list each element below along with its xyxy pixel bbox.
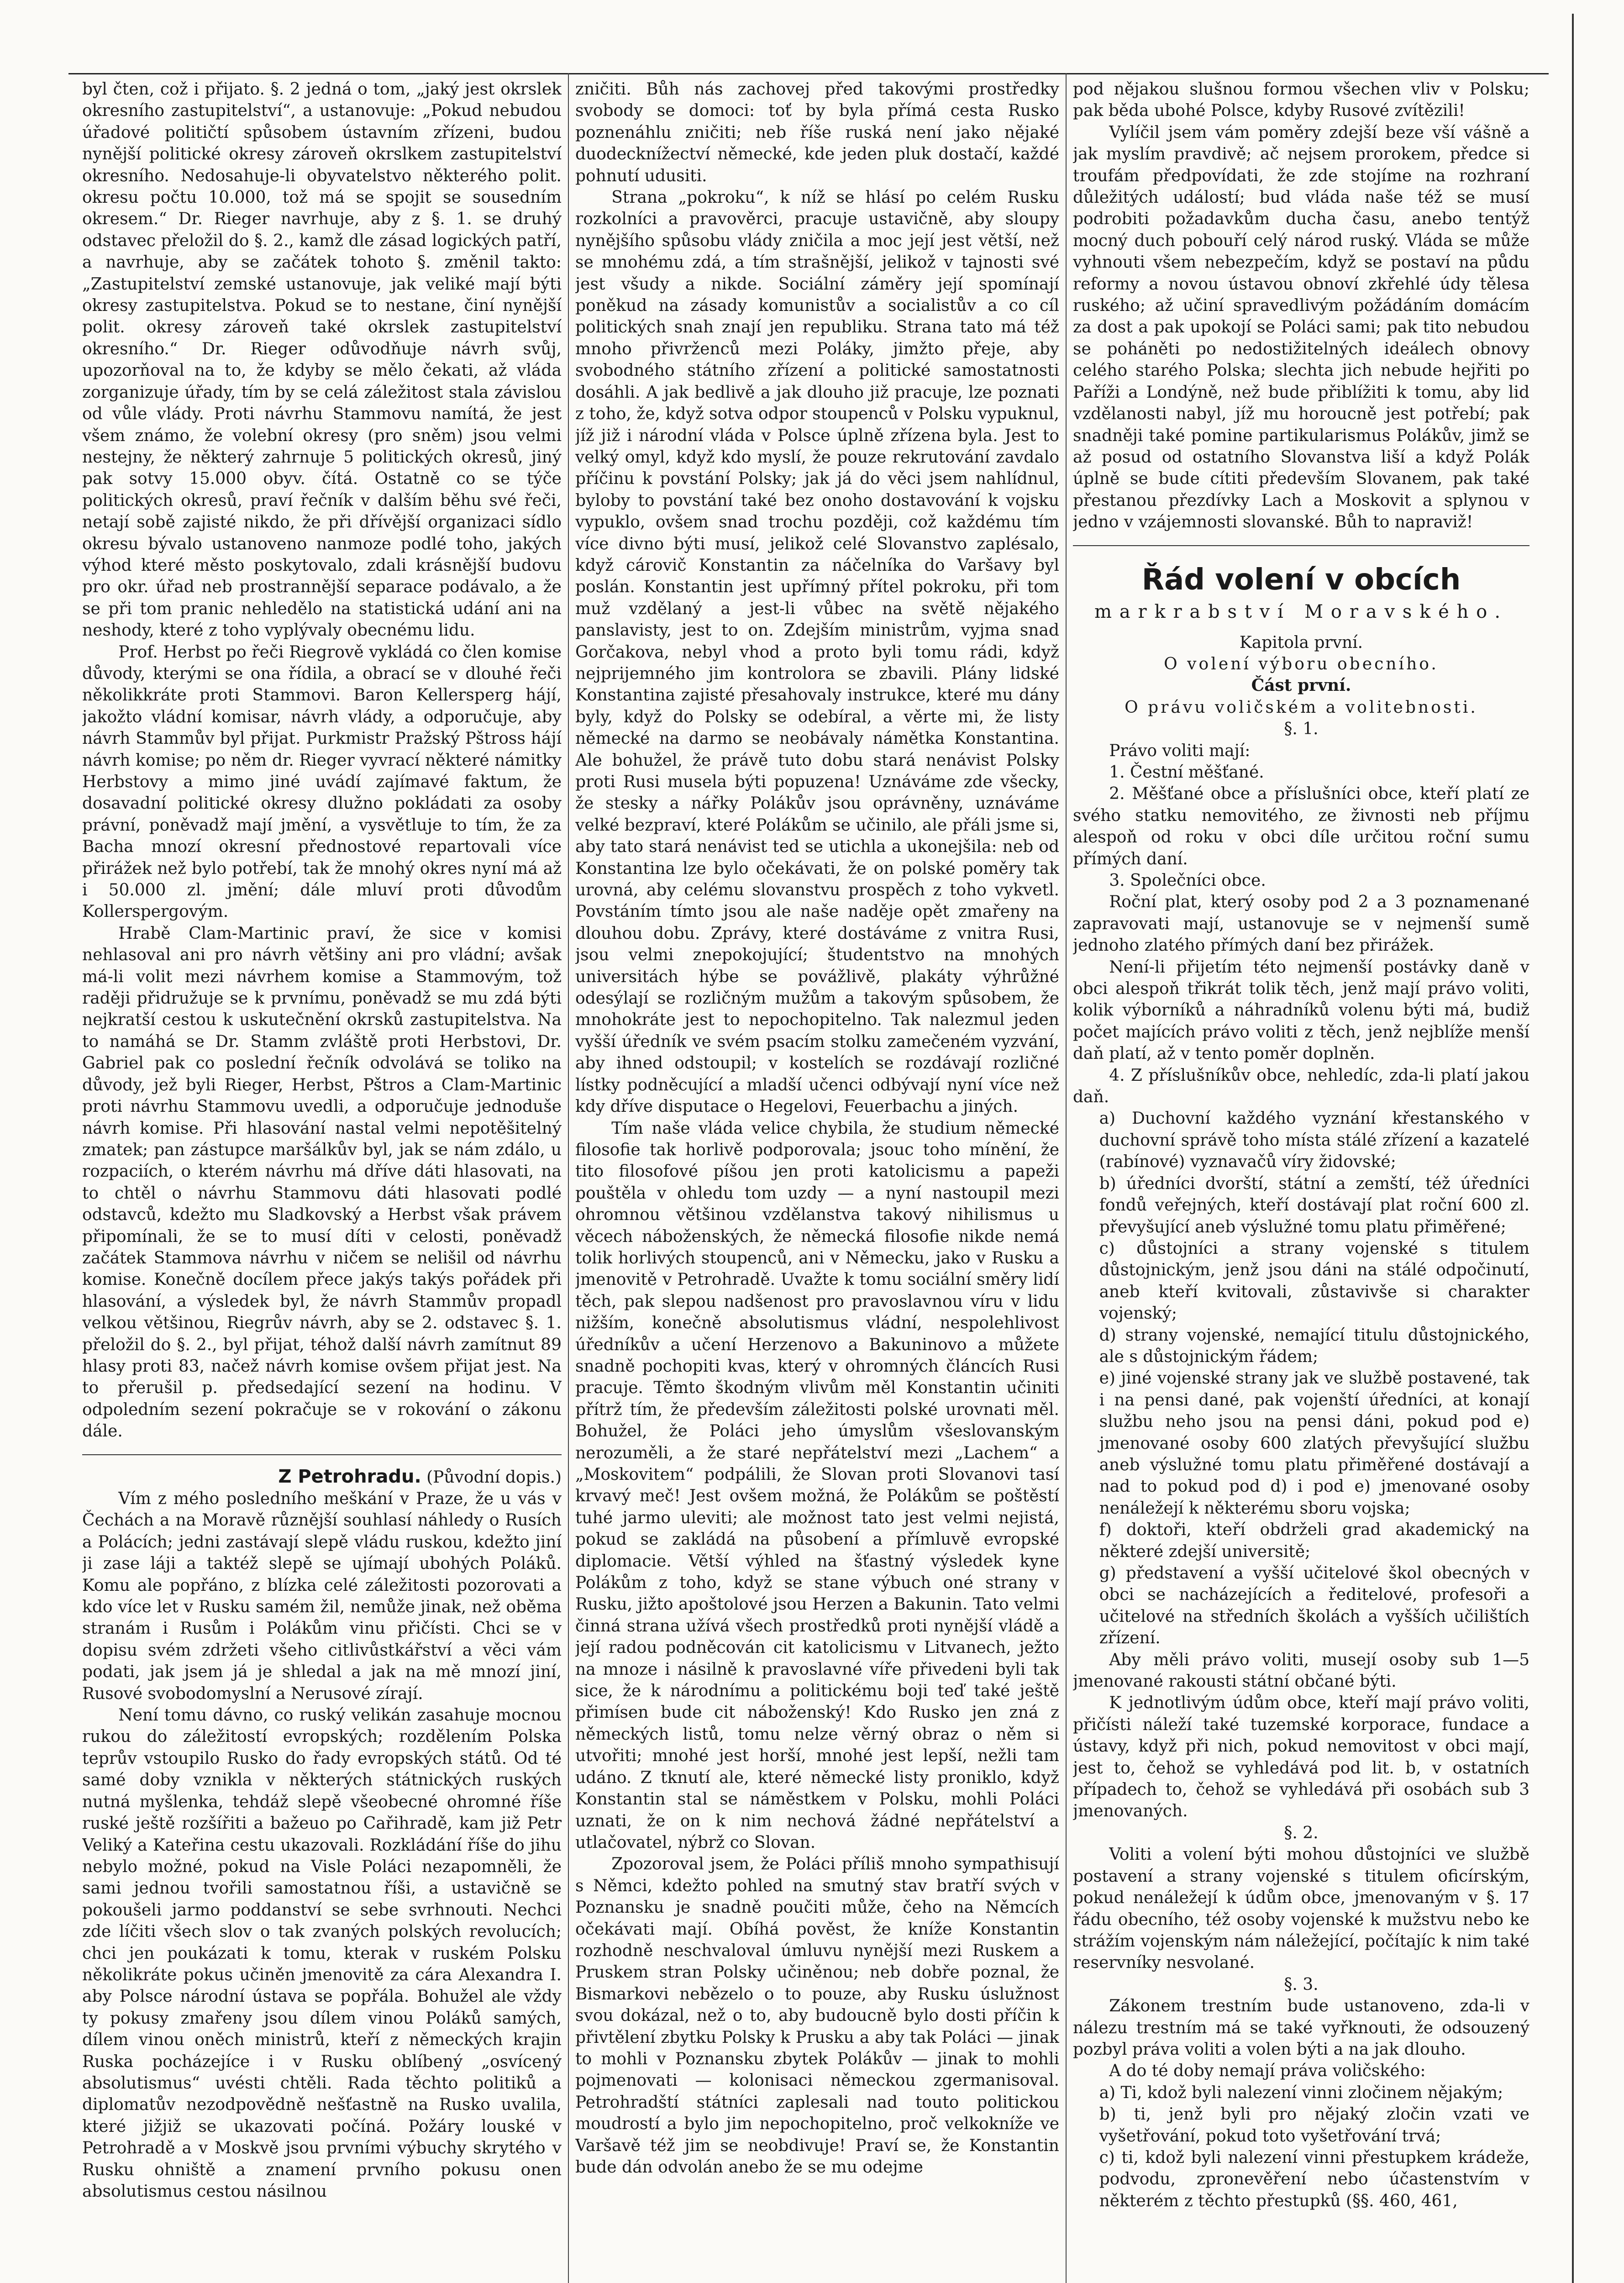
law-subtitle: markrabství Moravského. bbox=[1094, 601, 1508, 622]
section-divider bbox=[1073, 545, 1529, 546]
column-2 bbox=[575, 79, 1059, 2283]
list-item: a) Duchovní každého vyznání křestanského v duchovní správě toho místa stálé zřízení a kazatelé (rabínové) vyznavačů víry židovské; bbox=[1099, 1109, 1529, 1172]
section-origin: (Původní dopis.) bbox=[426, 1468, 562, 1487]
section-title: Z Petrohradu. bbox=[278, 1466, 421, 1487]
law-line: 3. Společníci obce. bbox=[1109, 871, 1266, 890]
part-heading: Část první. bbox=[1251, 676, 1351, 695]
law-line: Voliti a volení býti mohou důstojníci ve službě postavení a strany vojenské s titulem oficírským, pokud nenáležejí k údům obce, jmenovaným v §. 17 řádu obecního, též osoby vojenské k mužstvu nebo ke strážím vojenským nám náležející, počítajíc k nim také reservníky nesvolané. bbox=[1073, 1845, 1529, 1973]
law-line: Právo voliti mají: bbox=[1109, 741, 1251, 760]
law-line: Roční plat, který osoby pod 2 a 3 poznamenané zapravovati mají, ustanovuje se v nejmenší sumě jednoho zlatého přímých daní bez přirážek. bbox=[1073, 893, 1529, 955]
column-separator bbox=[568, 73, 569, 2283]
part-title: O právu voličském a volitebnosti. bbox=[1125, 698, 1478, 717]
law-line: Není-li přijetím této nejmenší postávky daně v obci alespoň třikrát tolik těch, jenž mají právo voliti, kolik výborníků a náhradníků volenu býti má, budiž počet majících právo voliti z těch, jenž nejblíže menší daň platí, až v tento poměr doplněn. bbox=[1073, 957, 1529, 1063]
article-paragraph: Strana „pokroku“, k níž se hlásí po celém Rusku rozkolníci a pravověrci, pracuje ustavičně, aby sloupy nynějšího spůsobu vlády zničila a moc její jest větší, než se mnohému zdá, a tím strašnější, jelikož v tajnosti své jest všudy a nikde. Sociální záměry její spomínají poněkud na zásady komunistův a socialistův a co cíl politických snah znají jen republiku. Strana tato má též mnoho přivrženců mezi Poláky, jimžto přeje, aby svobodného státního zřízení a politické samostatnosti dosáhli. A jak bedlivě a jak dlouho již pracuje, lze poznati z toho, že, když sotva odpor stoupenců v Polsku vypuknul, jíž již i národní vláda v Polsce úplně zřízena byla. Jest to velký omyl, když kdo myslí, že pouze rekrutování zavdalo příčinu k povstání Polsky; jak já do věci jsem nahlídnul, byloby to povstání také bez onoho dostavování k vojsku vypuklo, ovšem snad trochu později, což každému tím více divno býti musí, jelikož celé Slovanstvo zaplésalo, když cárovič Konstantin za náčelníka do Varšavy byl poslán. Konstantin jest upřímný přítel pokroku, při tom muž vzdělaný a jest-li vůbec na světě nějakého panslavisty, jest to on. Zdejším ministrům, vyjma snad Gorčakova, nebyl vhod a proto byli tomu rádi, když nejprijemného jim kontrolora se zbavili. Plány lidské Konstantina zajisté přesahovaly instrukce, které mu dány byly, když do Polsky se odebíral, a věrte mi, že listy německé na darmo se neobávaly námětka Konstantina. Ale bohužel, že právě tuto dobu stará nenávist Polsky proti Rusi musela býti popuzena! Uznáváme zde všecky, že stesky a nářky Polákův jsou oprávněny, uznáváme velké bezpraví, které Polákům se učinilo, ale přáli jsme si, aby tato stará nenávist ted se utichla a ukonejšila: neb od Konstantina lze bylo očekávati, že on polské poměry tak urovná, aby celému slovanstvu prospěch z toho vykvetl. Povstáním tímto jsou ale naše naděje opět zmařeny na dlouhou dobu. Zprávy, které dostáváme z vnitra Rusi, jsou velmi znepokojující; študentstvo na mnohých universitách hýbe se povážlivě, plakáty výhrůžné odesýlají se rozličným mužům a takovým spůsobem, že mnohokráte jest to nepochopitelno. Tak nalezmul jeden vyšší úředník ve svém psacím stolku zamečeném vyzvání, aby ihned odstoupil; v kostelích se rozdávají rozličné lístky podněcující a mladší učenci odbývají nyní více než kdy dříve disputace o Hegelovi, Feuerbachu a jiných. bbox=[575, 188, 1059, 1116]
list-item: c) ti, kdož byli nalezení vinni přestupkem krádeže, podvodu, zpronevěření nebo účastenstvím v některém z těchto přestupků (§§. 460, 461, bbox=[1099, 2148, 1529, 2210]
paragraph-number: §. 1. bbox=[1284, 720, 1319, 739]
article-paragraph: zničiti. Bůh nás zachovej před takovými prostředky svobody se domoci: toť by byla přímá cesta Rusko poznenáhlu zničiti; neb říše ruská není jako nějaké duodecknížectví německé, kde jeden pluk dostačí, každé pohnutí udusiti. bbox=[575, 80, 1059, 185]
column-3 bbox=[1073, 79, 1529, 2283]
top-rule bbox=[68, 73, 1549, 74]
law-title: Řád volení v obcích bbox=[1141, 563, 1461, 597]
law-line: 1. Čestní měšťané. bbox=[1109, 763, 1264, 782]
list-item: e) jiné vojenské strany jak ve službě postavené, tak i na pensi dané, pak vojenští úředníci, at konají službu neho jsou na pensi dáni, pokud pod e) jmenované osoby 600 zlatých převyšující službu aneb výslužné tomu platu přiměřené dostávají a nad to pokud pod d) i pod e) jmenované osoby nenáležejí k některému sboru vojska; bbox=[1099, 1369, 1529, 1518]
article-paragraph: pod nějakou slušnou formou všechen vliv v Polsku; pak běda ubohé Polsce, kdyby Rusové zvítězili! bbox=[1073, 80, 1529, 121]
article-paragraph: Prof. Herbst po řeči Riegrově vykládá co člen komise důvody, kterými se ona řídila, a obrací se v dlouhé řeči několikkráte proti Stammovi. Baron Kellersperg hájí, jakožto vládní komisar, návrh vlády, a odporučuje, aby návrh Stammův byl přijat. Purkmistr Pražský Pštross hájí návrh komise; po něm dr. Rieger vyvrací některé námitky Herbstovy a mimo jiné uvádí zajímavé faktum, že dosavadní politické okresy dlužno pokládati za osoby právní, poněvadž mají jmění, a vysvětluje to tím, že za Bacha mnozí okresní přednostové repartovali více přirážek než bylo potřebí, tak že mnohý okres nyní má až i 50.000 zl. jmění; dále mluví proti důvodům Kollerspergovým. bbox=[82, 642, 562, 921]
law-line: Zákonem trestním bude ustanoveno, zda-li v nálezu trestním má se také vyřknouti, že odsouzený pozbyl práva voliti a volen býti a na jak dlouho. bbox=[1073, 1997, 1529, 2059]
page-edge-line bbox=[1572, 14, 1574, 2283]
list-item: a) Ti, kdož byli nalezení vinni zločinem nějakým; bbox=[1099, 2083, 1503, 2102]
column-1 bbox=[82, 79, 562, 2283]
article-paragraph: Tím naše vláda velice chybila, že studium německé filosofie tak horlivě podporovala; jsouc toho mínění, že tito filosofové píšou jen proti katolicismu a papeži pouštěla v ohledu tom uzdy — a nyní nastoupil mezi ohromnou většinou vzdělanstva takový nihilismus u věcech náboženských, že německá filosofie nikde nemá tolik horlivých stoupenců, ani v Německu, jako v Rusku a jmenovitě v Petrohradě. Uvažte k tomu sociální směry lidí těch, pak slepou nadšenost pro pravoslavnou víru v lidu nižším, konečně absolutismus vládní, nespolehlivost úředníkův a učení Herzenovo a Bakuninovo a můžete snadně pochopiti kvas, který v ohromných článcích Rusi pracuje. Těmto škodným vlivům měl Konstantin učiniti přítrž tím, že především záležitosti polské urovnati měl. Bohužel, že Poláci jeho úmyslům všeslovanským nerozuměli, a že staré nepřátelství mezi „Lachem“ a „Moskovitem“ podpálili, že Slovan proti Slovanovi tasí krvavý meč! Jest ovšem možná, že Polákům se poštěstí tuhé jarmo uleviti; ale možnost tato jest velmi nejistá, pokud se zakládá na působení a přímluvě evropské diplomacie. Větší výhled na šťastný výsledek kyne Polákům z toho, když se stane výbuch oné strany v Rusku, jižto apoštolové jsou Herzen a Bakunin. Tato velmi činná strana užívá všech prostředků proti nynější vládě a její radou podněcován cit katolicismu v Litvanech, ježto na mnoze i násilně k pravoslavné víře přivedeni byli tak sice, že k národnímu a politickému boji teď také ještě přimísen bude cit náboženský! Kdo Rusko jen zná z německých listů, tomu nelze věrný obraz o něm si utvořiti; mnohé jest horší, mnohé jest lepší, nežli tam udáno. Z tknutí ale, které německé listy proniklo, když Konstantin stal se náměstkem v Polsku, mohli Poláci uznati, že on k nim nechová žádné nepřátelství a utlačovatel, nýbrž co Slovan. bbox=[575, 1119, 1059, 1852]
article-paragraph: Zpozoroval jsem, že Poláci příliš mnoho sympathisují s Němci, kdežto pohled na smutný stav bratří svých v Poznansku je snadně poučiti může, čeho na Němcích očekávati mají. Obíhá pověst, že kníže Konstantin rozhodně neschvaloval úmluvu nynější mezi Ruskem a Pruskem stran Polsky učiněnou; neb dobře poznal, že Bismarkovi nebězelo o to pouze, aby Rusku úslužnost svou dokázal, než o to, aby budoucně bylo dosti příčin k přivtělení zbytku Polsky k Prusku a aby tak Poláci — jinak to mohli v Poznansku zbytek Polákův — jinak to mohli pojmenovati — kolonisaci německou zgermanisoval. Petrohradští státníci zaplesali nad touto politickou moudrostí a bylo jim nepochopitelno, proč velkokníže ve Varšavě též jim se neobdivuje! Praví se, že Konstantin bude dán odvolán anebo že se mu odejme bbox=[575, 1855, 1059, 2177]
article-paragraph: Vylíčil jsem vám poměry zdejší beze vší vášně a jak myslím pravdivě; ač nejsem prorokem, předce si troufám předpovídati, že zde stojíme na rozhraní důležitých událostí; bud vláda naše též se musí podrobiti požadavkům ducha času, anebo tentýž mocný duch pobouří celý národ ruský. Vláda se může vyhnouti všem nebezpečím, když se postaví na půdu reformy a novou ústavou obnoví zkřehlé údy tělesa ruského; až učiní spravedlivým požádáním domácím za dost a pak upokojí se Poláci sami; pak tito nebudou se poháněti po nedostižitelných ideálech obnovy celého starého Polska; slechta jich nebude hejřiti po Paříži a Londýně, než bude přiblížiti k tomu, aby lid vzdělanosti nabyl, jíž mu horoucně jest potřebí; pak snadněji také pomine partikularismus Polákův, jimž se až posud od ostatního Slovanstva liší a když Polák úplně se bude cítiti především Slovanem, pak také přestanou přezdívky Lach a Moskovit a splynou v jedno v vzájemnosti slovanské. Bůh to napraviž! bbox=[1073, 123, 1529, 532]
section-divider bbox=[82, 1454, 562, 1455]
chapter-heading: Kapitola první. bbox=[1239, 633, 1363, 652]
list-item: c) důstojníci a strany vojenské s titulem důstojnickým, jenž jsou dáni na stálé odpočinutí, aneb kteří kvitovali, zůstavivše si charakter vojenský; bbox=[1099, 1239, 1529, 1323]
section-heading bbox=[82, 1466, 562, 1488]
list-item: b) úředníci dvorští, státní a zemští, též úředníci fondů veřejných, kteří dostávají plat roční 600 zl. převyšující aneb výslužné tomu platu přiměřené; bbox=[1099, 1174, 1529, 1236]
article-paragraph: Hrabě Clam-Martinic praví, že sice v komisi nehlasoval ani pro návrh většiny ani pro vládní; avšak má-li volit mezi návrhem komise a Stammovým, tož raději přidružuje se k prvnímu, poněvadž se mu zdá býti nejkratší cestou k uskutečnění okrsků zastupitelstva. Na to namáhá se Dr. Stamm zvláště proti Herbstovi, Dr. Gabriel pak co poslední řečník odvolává se toliko na důvody, jež byli Rieger, Herbst, Pštros a Clam-Martinic proti návrhu Stammovu uvedli, a odporučuje jednoduše návrh komise. Při hlasování nastal velmi nepotěšitelný zmatek; pan zástupce maršálkův byl, jak se nám zdálo, u rozpaciích, o kterém návrhu má dříve dáti hlasovati, na to chtěl o návrhu Stammovu dáti hlasovati podlé odstavců, kdežto mu Sladkovský a Herbst však právem připomínali, že se to musí díti v celosti, poněvadž začátek Stammova návrhu v ničem se nelišil od návrhu komise. Konečně docílem přece jakýs takýs pořádek při hlasování, a výsledek byl, že návrh Stammův propadl velkou většinou, Riegrův návrh, aby se 2. odstavec §. 1. přeložil do §. 2., byl přijat, téhož další návrh zamítnut 89 hlasy proti 83, načež návrh komise ovšem přijat jest. Na to přerušil p. předsedající sezení na hodinu. V odpoledním sezení pokračuje se v rokování o zákonu dále. bbox=[82, 924, 562, 1441]
paragraph-number: §. 3. bbox=[1284, 1975, 1319, 1994]
list-item: b) ti, jenž byli pro nějaký zločin vzati ve vyšetřování, pokud toto vyšetřování trvá; bbox=[1099, 2105, 1529, 2146]
list-item: g) představení a vyšší učitelové škol obecných v obci se nacházejících a ředitelové, profesoři a učitelové na středních školách a vyšších učilištích zřízení. bbox=[1099, 1564, 1529, 1648]
article-paragraph: Není tomu dávno, co ruský velikán zasahuje mocnou rukou do záležitostí evropských; rozdělením Polska teprův vstoupilo Rusko do řady evropských států. Od té samé doby vznikla v některých státnických ruských nutná myšlenka, tehdáž slepě všeobecné ohromné říše ruské ještě rozšířiti a bažeuo po Cařihradě, kam již Petr Veliký a Kateřina cestu ukazovali. Rozkládání říše do jihu nebylo možné, pokud na Visle Poláci nezapomněli, že sami jednou tvořili samostatnou říši, a ustavičně se pokoušeli jarmo poddanství se sebe svrhnouti. Nechci zde líčiti všech slov o tak zvaných polských revolucích; chci jen poukázati k tomu, kterak v ruském Polsku několikráte pokus učiněn jmenovitě za cára Alexandra I. aby Polsce národní ústava se popřála. Bohužel ale vždy ty pokusy zmařeny jsou dílem vinou Poláků samých, dílem vinou oněch ministrů, kteří z německých krajin Ruska pocházejíce i v Rusku oblíbený „osvícený absolutismus“ uvésti chtěli. Rada těchto politiků a diplomatův nezodpovědně nešťastně na Rusko uvalila, které jižjiž se ukazovati počíná. Požáry louské v Petrohradě a v Moskvě jsou prvními výbuchy skrytého v Rusku ohniště a znamení prvního pokusu onen absolutismus cestou násilnou bbox=[82, 1706, 562, 2201]
list-item: f) doktoři, kteří obdrželi grad akademický na některé zdejší universitě; bbox=[1099, 1520, 1529, 1561]
chapter-title: O volení výboru obecního. bbox=[1164, 654, 1439, 673]
law-line: K jednotlivým údům obce, kteří mají právo voliti, přičísti náleží také tuzemské korporace, fundace a ústavy, když při nich, pokud nemovitost v obci mají, jest to, čehož se vyhledává pod lit. b, v ostatních případech to, čehož se vyhledává při osobách sub 3 jmenovaných. bbox=[1073, 1694, 1529, 1821]
law-line: 4. Z příslušníkův obce, nehledíc, zda-li platí jakou daň. bbox=[1073, 1066, 1529, 1107]
paragraph-number: §. 2. bbox=[1284, 1823, 1319, 1842]
article-paragraph: byl čten, což i přijato. §. 2 jedná o tom, „jaký jest okrslek okresního zastupitelství“, a ustanovuje: „Pokud nebudou úřadové političtí spůsobem ústavním zřízeni, budou nynější politické okresy zároveň okrslkem zastupitelství okresního. Nedosahuje-li obyvatelstvo některého polit. okresu počtu 10.000, tož má se spojit se sousedním okresem.“ Dr. Rieger navrhuje, aby z §. 1. se druhý odstavec přeložil do §. 2., kamž dle zásad logických patří, a navrhuje, aby se začátek tohoto §. změnil takto: „Zastupitelství zemské ustanovuje, jak veliké mají býti okresy zastupitelstva. Pokud se to nestane, činí nynější polit. okresy zároveň také okrslek zastupitelství okresního.“ Dr. Rieger odůvodňuje návrh svůj, upozorňoval na to, že kdyby se mělo čekati, až vláda zorganizuje úřady, tím by se celá záležitost stala závislou od vůle vlády. Proti návrhu Stammovu namítá, že jest všem známo, že volební okresy (pro sněm) jsou velmi nestejny, že některý zahrnuje 5 politických okresů, jiný pak sotvy 15.000 obyv. čítá. Ostatně co se týče politických okresů, praví řečník v dalším běhu své řeči, netají sobě zajisté nikdo, že při dřívější organizaci sídlo okresu bývalo ustanoveno nanmoze podlé toho, jakých výhod které město poskytovalo, zdali krásnější budovu pro okr. úřad neb prostrannější separace podávalo, a že se při tom pranic nehledělo na statistická udání ani na neshody, které z toho vyplývaly obecnému lidu. bbox=[82, 80, 562, 640]
law-line: 2. Měšťané obce a příslušníci obce, kteří platí ze svého statku nemovitého, ze živnosti neb příjmu alespoň od roku v obci díle určitou roční sumu přímých daní. bbox=[1073, 784, 1529, 868]
article-paragraph: Vím z mého posledního meškání v Praze, že u vás v Čechách a na Moravě různější souhlasí náhledy o Rusích a Polácích; jedni zastávají slepě vládu ruskou, kdežto jiní ji zase láji a taktéž slepě se ujímají ubohých Poláků. Komu ale popřáno, z blízka celé záležitosti pozorovati a kdo více let v Rusku samém žil, nemůže jinak, než oběma stranám i Rusům i Polákům vinu přičísti. Chci se v dopisu svém zdržeti všeho citlivůstkářství a věci vám podati, jak jsem já je shledal a jak na mě mnozí jiní, Rusové svobodomyslní a Nerusové zírají. bbox=[82, 1489, 562, 1703]
law-line: A do té doby nemají práva voličského: bbox=[1109, 2062, 1426, 2081]
list-item: d) strany vojenské, nemající titulu důstojnického, ale s důstojnickým řádem; bbox=[1099, 1326, 1529, 1366]
law-line: Aby měli právo voliti, musejí osoby sub 1—5 jmenované rakousti státní občané býti. bbox=[1073, 1650, 1529, 1691]
column-separator bbox=[1066, 73, 1067, 2283]
